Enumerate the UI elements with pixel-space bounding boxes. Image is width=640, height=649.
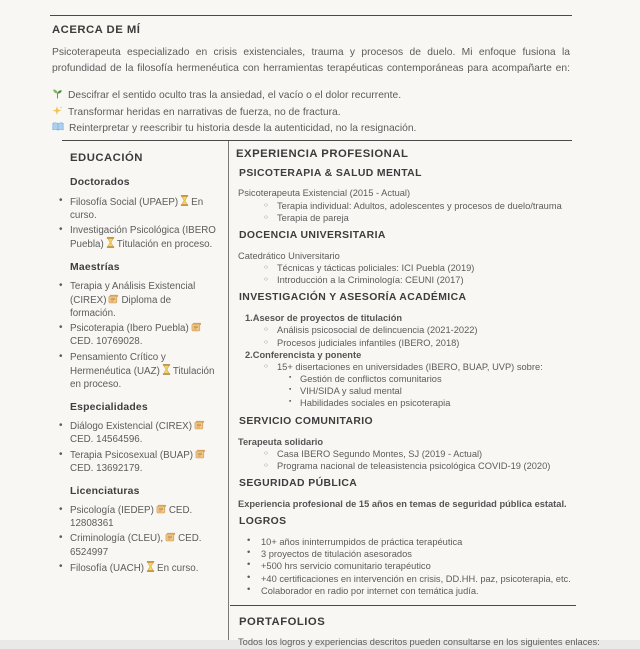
education-list [59, 504, 217, 575]
experience-row [264, 337, 576, 349]
column-divider-rule [228, 141, 229, 640]
hourglass-icon [146, 561, 155, 572]
education-item-status: CED. 6524997 [70, 533, 202, 558]
about-highlight [52, 88, 572, 104]
columns-top-rule [62, 140, 572, 141]
education-item-text: Psicoterapia (Ibero Puebla) [70, 323, 189, 335]
scroll-icon [191, 322, 202, 332]
experience-row-text: Casa IBERO Segundo Montes, SJ (2019 - Actual) [277, 448, 483, 459]
experience-row-text: Habilidades sociales en psicoterapia [300, 398, 451, 409]
experience-row [247, 559, 576, 572]
bullet-marker: • [247, 583, 251, 595]
education-item [59, 280, 217, 320]
education-item-text: Investigación Psicológica (IBERO Puebla) [70, 224, 216, 251]
scroll-icon [108, 294, 119, 304]
education-item-text: Psicología (IEDEP) [70, 505, 154, 517]
experience-row [247, 571, 576, 585]
experience-row [264, 262, 576, 274]
experience-row-text: Catedrático Universitario [238, 250, 340, 261]
about-paragraph: Psicoterapeuta especializado en crisis existenciales, trauma y procesos de duelo. Mi enfoque fusiona la profundidad de la filosofía hermenéutica con herramientas terapéuticas contemporáneas para acompañarte en: [52, 46, 570, 75]
education-item [59, 560, 217, 575]
experience-row [264, 460, 576, 472]
experience-row-text: Análisis psicosocial de delincuencia (2021-2022) [277, 325, 478, 336]
bullet-marker: • [59, 448, 63, 460]
bullet-marker: ○ [264, 213, 268, 221]
education-item-text: Filosofía Social (UPAEP) [70, 196, 179, 208]
experience-row-text: Conferencista y ponente [252, 349, 362, 360]
education-item-status: CED. 13692179. [70, 462, 143, 474]
experience-row-text: Colaborador en radio por internet con temática judía. [261, 585, 479, 596]
bullet-marker: ○ [264, 461, 268, 469]
experience-sections [236, 168, 576, 597]
scroll-icon [156, 504, 167, 514]
experience-row [264, 274, 576, 286]
experience-row [264, 212, 576, 224]
scroll-icon [194, 420, 205, 430]
education-group-heading: Especialidades [70, 402, 148, 414]
bullet-marker: • [59, 280, 63, 292]
bullet-marker: • [59, 532, 63, 544]
experience-row [289, 397, 576, 409]
education-item-text: Terapia y Análisis Existencial (CIREX) [70, 281, 196, 306]
education-item-status: Titulación en proceso. [116, 239, 213, 251]
bullet-marker: ▪ [289, 374, 292, 382]
experience-section-heading: INVESTIGACIÓN Y ASESORÍA ACADÉMICA [239, 292, 467, 304]
experience-row-text: Psicoterapeuta Existencial (2015 - Actual) [238, 188, 411, 199]
experience-section-heading: LOGROS [239, 516, 287, 528]
open-book-icon [52, 122, 64, 132]
experience-row-text: Procesos judiciales infantiles (IBERO, 2018) [277, 337, 460, 348]
bullet-marker: ▪ [289, 386, 292, 394]
education-section [59, 152, 217, 577]
education-item-status: En curso. [157, 562, 199, 574]
experience-row-text: Asesor de proyectos de titulación [252, 313, 403, 324]
list-number: 1. [245, 313, 253, 324]
list-number: 2. [245, 349, 253, 360]
education-item [59, 532, 217, 558]
bullet-marker: • [59, 560, 63, 572]
bullet-marker: • [59, 322, 63, 334]
experience-row [245, 312, 576, 324]
education-item-text: Pensamiento Crítico y Hermenéutica (UAZ) [70, 351, 166, 377]
experience-row-text: Gestión de conflictos comunitarios [300, 374, 442, 385]
experience-row [264, 361, 576, 373]
education-item-text: Criminología (CLEU), [70, 533, 164, 545]
bullet-marker: ○ [264, 201, 268, 209]
bullet-marker: ○ [264, 326, 268, 334]
bullet-marker: • [247, 571, 251, 583]
experience-section-heading: SERVICIO COMUNITARIO [239, 415, 374, 427]
bullet-marker: • [59, 504, 63, 516]
about-title: ACERCA DE MÍ [52, 24, 141, 36]
experience-row [264, 200, 576, 212]
portfolio-top-rule [230, 605, 576, 606]
experience-row [247, 583, 576, 597]
about-highlight [52, 121, 572, 137]
experience-section-heading: DOCENCIA UNIVERSITARIA [239, 229, 386, 241]
about-section [50, 15, 572, 138]
experience-row [289, 373, 576, 385]
bullet-marker: • [59, 194, 63, 206]
bullet-marker: ○ [264, 264, 268, 272]
bullet-marker: ○ [264, 276, 268, 284]
education-item-status: Diploma de formación. [70, 294, 172, 319]
experience-row [238, 498, 576, 510]
portfolio-partial-text: Todos los logros y experiencias descritos pueden consultarse en los siguientes enlaces: [238, 637, 600, 648]
education-item-status: CED. 10769028. [70, 336, 143, 348]
experience-row [289, 385, 576, 397]
experience-row-text: VIH/SIDA y salud mental [300, 386, 402, 397]
hourglass-icon [180, 195, 189, 206]
education-item [59, 194, 217, 222]
education-item-status: En curso. [70, 196, 204, 221]
education-item-text: Filosofía (UACH) [70, 562, 145, 574]
education-item [59, 448, 217, 475]
seedling-icon [52, 88, 63, 99]
education-item [59, 223, 217, 251]
education-list [59, 194, 217, 252]
experience-row [264, 324, 576, 336]
experience-row [238, 250, 576, 262]
education-group-heading: Maestrías [70, 262, 120, 274]
highlight-text: Descifrar el sentido oculto tras la ansiedad, el vacío o el dolor recurrente. [68, 90, 402, 102]
highlight-text: Reinterpretar y reescribir tu historia desde la autenticidad, no la resignación. [69, 123, 417, 135]
education-group-heading: Licenciaturas [70, 486, 140, 498]
bullet-marker: • [247, 534, 251, 546]
education-item [59, 350, 217, 392]
education-groups [59, 176, 217, 576]
portfolio-title: PORTAFOLIOS [239, 615, 326, 628]
bullet-marker: ▪ [289, 398, 292, 406]
experience-row [264, 448, 576, 460]
hourglass-icon [106, 237, 115, 248]
scroll-icon [195, 449, 206, 459]
experience-section-heading: PSICOTERAPIA & SALUD MENTAL [239, 167, 422, 179]
education-item-text: Diálogo Existencial (CIREX) [70, 421, 192, 433]
experience-section-heading: SEGURIDAD PÚBLICA [239, 478, 358, 490]
experience-row [245, 349, 576, 361]
bullet-marker: ○ [264, 338, 268, 346]
highlight-text: Transformar heridas en narrativas de fuerza, no de fractura. [68, 106, 341, 118]
education-group-heading: Doctorados [70, 176, 130, 188]
experience-row-text: Introducción a la Criminología: CEUNI (2017) [277, 275, 464, 286]
education-item-status: CED. 12808361 [70, 505, 193, 530]
experience-row-text: 3 proyectos de titulación asesorados [261, 549, 412, 560]
experience-row-text: Experiencia profesional de 15 años en temas de seguridad pública estatal. [238, 498, 567, 509]
education-item-text: Terapia Psicosexual (BUAP) [70, 449, 194, 461]
experience-row [247, 534, 576, 548]
education-item-status: Titulación en proceso. [70, 365, 215, 390]
bullet-marker: • [247, 559, 251, 571]
education-list [59, 420, 217, 475]
experience-section [236, 148, 600, 649]
education-item [59, 420, 217, 446]
experience-title: EXPERIENCIA PROFESIONAL [236, 148, 409, 160]
bullet-marker: • [59, 350, 63, 362]
education-title: EDUCACIÓN [70, 152, 143, 164]
education-item [59, 504, 217, 530]
bullet-marker: • [59, 420, 63, 432]
education-list [59, 280, 217, 391]
education-item [59, 322, 217, 348]
experience-row-text: +40 certificaciones en intervención en crisis, DD.HH. paz, psicoterapia, etc. [261, 573, 571, 584]
experience-row [238, 436, 576, 448]
experience-row-text: Terapeuta solidario [238, 436, 324, 447]
experience-row [247, 547, 576, 560]
bullet-marker: • [59, 223, 63, 235]
experience-row-text: Programa nacional de teleasistencia psicológica COVID-19 (2020) [277, 460, 551, 471]
experience-row-text: Técnicas y tácticas policiales: ICI Puebla (2019) [277, 263, 475, 274]
about-highlights [52, 88, 572, 137]
experience-row-text: Terapia individual: Adultos, adolescentes y procesos de duelo/trauma [277, 200, 562, 211]
scroll-icon [165, 532, 176, 542]
sparkle-icon [52, 105, 63, 116]
experience-row-text: Terapia de pareja [277, 212, 349, 223]
bullet-marker: ○ [264, 449, 268, 457]
experience-row-text: +500 hrs servicio comunitario terapéutico [261, 561, 431, 572]
experience-row [238, 187, 576, 199]
experience-row-text: 15+ disertaciones en universidades (IBERO, BUAP, UVP) sobre: [277, 361, 543, 372]
education-item-status: CED. 14564596. [70, 434, 143, 446]
experience-row-text: 10+ años ininterrumpidos de práctica terapéutica [261, 536, 463, 547]
bullet-marker: ○ [264, 362, 268, 370]
hourglass-icon [162, 364, 171, 375]
bullet-marker: • [247, 547, 251, 559]
about-highlight [52, 105, 572, 121]
